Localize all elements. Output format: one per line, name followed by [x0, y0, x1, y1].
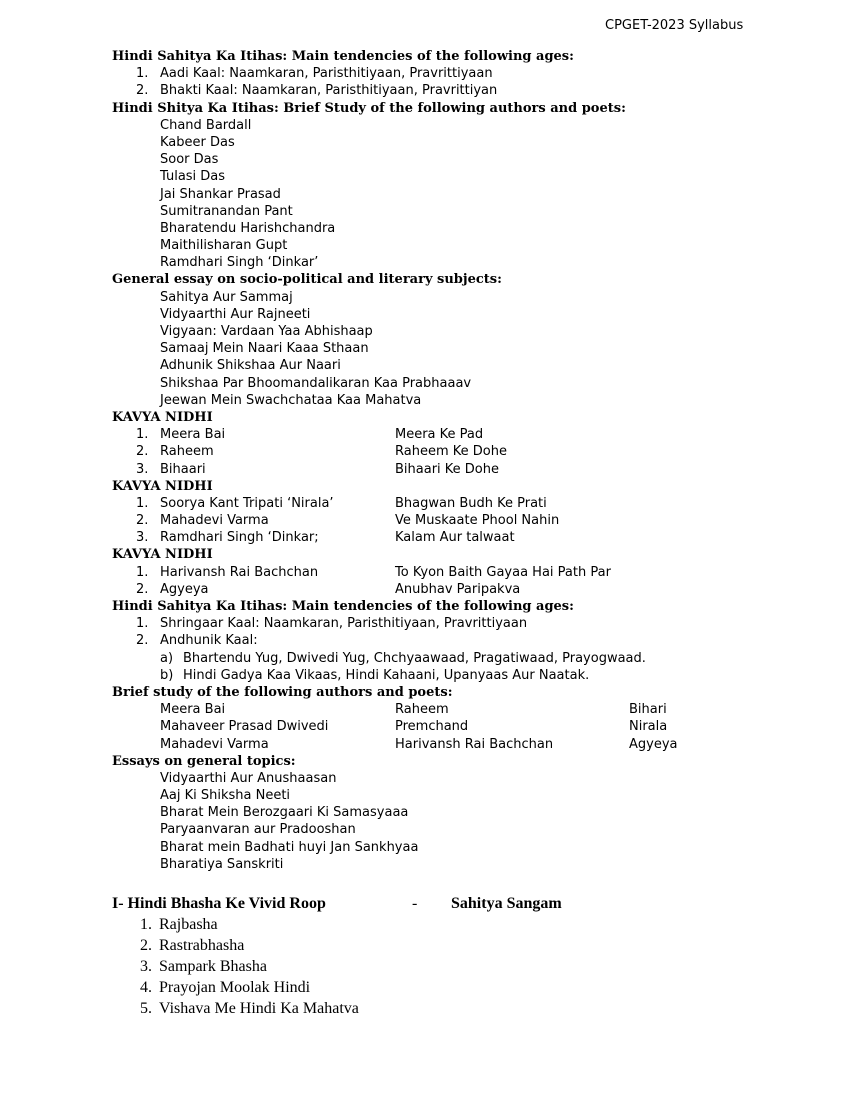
item-text: Jai Shankar Prasad — [160, 186, 281, 202]
item-number: 3. — [136, 461, 149, 477]
item-number: 3. — [136, 530, 149, 546]
item-text: Shringaar Kaal: Naamkaran, Paristhitiyaan, Pravrittiyaan — [160, 616, 528, 632]
item-number: 2. — [136, 83, 149, 99]
list-item — [112, 254, 832, 271]
item-text: Sumitranandan Pant — [160, 203, 293, 219]
final-section — [112, 893, 562, 1019]
item-number: 1. — [136, 564, 149, 580]
list-item — [112, 839, 832, 856]
list-item — [112, 203, 832, 220]
item-text: Soor Das — [160, 152, 219, 168]
list-item — [112, 357, 832, 374]
item-text: Bhakti Kaal: Naamkaran, Paristhitiyaan, Pravrittiyan — [160, 83, 498, 99]
list-item — [112, 117, 832, 134]
work-title: Bihaari Ke Dohe — [395, 461, 499, 477]
title-dash: - — [412, 895, 418, 912]
list-item — [112, 821, 832, 838]
item-number: 1. — [140, 916, 152, 933]
list-item — [112, 512, 832, 529]
table-cell: Raheem — [395, 702, 449, 718]
poet-name: Meera Bai — [160, 427, 226, 443]
item-text: Aaj Ki Shiksha Neeti — [160, 788, 291, 804]
section-heading: KAVYA NIDHI — [112, 547, 213, 563]
item-number: 5. — [140, 1000, 152, 1017]
table-cell: Bihari — [629, 702, 667, 718]
item-text: Rajbasha — [159, 916, 218, 933]
item-text: Vidyaarthi Aur Anushaasan — [160, 770, 337, 786]
item-text: Kabeer Das — [160, 134, 235, 150]
table-cell: Mahaveer Prasad Dwivedi — [160, 719, 329, 735]
item-text: Chand Bardall — [160, 117, 252, 133]
list-item — [112, 375, 832, 392]
table-row — [112, 701, 832, 718]
list-item — [112, 914, 326, 935]
list-item — [112, 65, 832, 82]
list-item — [112, 529, 832, 546]
list-item — [112, 340, 832, 357]
list-item — [112, 956, 326, 977]
list-item — [112, 168, 832, 185]
poet-name: Mahadevi Varma — [160, 513, 269, 529]
list-item — [112, 134, 832, 151]
list-item — [112, 770, 832, 787]
item-text: Samaaj Mein Naari Kaaa Sthaan — [160, 341, 369, 357]
title-right: Sahitya Sangam — [451, 895, 562, 912]
item-text: Andhunik Kaal: — [160, 633, 258, 649]
item-number: 4. — [140, 979, 152, 996]
table-row — [112, 736, 832, 753]
list-item — [112, 237, 832, 254]
table-cell: Nirala — [629, 719, 668, 735]
item-text: Tulasi Das — [160, 169, 226, 185]
item-number: 2. — [136, 513, 149, 529]
poet-name: Raheem — [160, 444, 214, 460]
item-text: Adhunik Shikshaa Aur Naari — [160, 358, 341, 374]
list-item — [112, 856, 832, 873]
table-cell: Harivansh Rai Bachchan — [395, 736, 554, 752]
list-item — [112, 998, 359, 1019]
table-cell: Agyeya — [629, 736, 678, 752]
item-text: Prayojan Moolak Hindi — [159, 979, 311, 996]
section-heading: Essays on general topics: — [112, 753, 296, 769]
sub-item-text: Hindi Gadya Kaa Vikaas, Hindi Kahaani, Upanyaas Aur Naatak. — [183, 667, 590, 683]
list-item — [112, 392, 832, 409]
item-text: Bharatendu Harishchandra — [160, 220, 336, 236]
sub-list-item — [112, 650, 832, 667]
list-item — [112, 289, 832, 306]
list-item — [112, 82, 832, 99]
list-item — [112, 977, 326, 998]
item-text: Aadi Kaal: Naamkaran, Paristhitiyaan, Pravrittiyaan — [160, 66, 493, 82]
item-text: Rastrabhasha — [159, 937, 245, 954]
item-number: 1. — [136, 495, 149, 511]
table-cell: Meera Bai — [160, 702, 226, 718]
item-number: 2. — [140, 937, 152, 954]
item-number: 2. — [136, 633, 149, 649]
section-heading: Hindi Shitya Ka Itihas: Brief Study of the following authors and poets: — [112, 100, 626, 116]
list-item — [112, 220, 832, 237]
item-number: 1. — [136, 427, 149, 443]
work-title: Ve Muskaate Phool Nahin — [395, 513, 560, 529]
work-title: Kalam Aur talwaat — [395, 530, 515, 546]
list-item — [112, 787, 832, 804]
item-number: 2. — [136, 444, 149, 460]
poet-name: Harivansh Rai Bachchan — [160, 564, 319, 580]
sub-item-text: Bhartendu Yug, Dwivedi Yug, Chchyaawaad, Pragatiwaad, Prayogwaad. — [183, 650, 646, 666]
poet-name: Agyeya — [160, 581, 209, 597]
poet-name: Bihaari — [160, 461, 206, 477]
list-item — [112, 804, 832, 821]
list-item — [112, 306, 832, 323]
table-row — [112, 718, 832, 735]
work-title: Bhagwan Budh Ke Prati — [395, 495, 547, 511]
list-item — [112, 443, 832, 460]
section-heading: Hindi Sahitya Ka Itihas: Main tendencies of the following ages: — [112, 49, 574, 64]
sub-list-item — [112, 667, 832, 684]
item-text: Ramdhari Singh ‘Dinkar’ — [160, 255, 319, 271]
item-text: Shikshaa Par Bhoomandalikaran Kaa Prabhaaav — [160, 375, 472, 391]
item-text: Sampark Bhasha — [159, 958, 267, 975]
section-heading: KAVYA NIDHI — [112, 478, 213, 494]
list-item — [112, 426, 832, 443]
list-item — [112, 615, 832, 632]
syllabus-content — [112, 48, 832, 873]
list-item — [112, 151, 832, 168]
table-cell: Mahadevi Varma — [160, 736, 269, 752]
item-number: 3. — [140, 958, 152, 975]
list-item — [112, 632, 832, 649]
section-heading: KAVYA NIDHI — [112, 409, 213, 425]
list-item — [112, 564, 832, 581]
item-number: 2. — [136, 581, 149, 597]
list-item — [112, 935, 326, 956]
sub-item-label: b) — [160, 667, 174, 683]
work-title: To Kyon Baith Gayaa Hai Path Par — [395, 564, 611, 580]
table-cell: Premchand — [395, 719, 469, 735]
poet-name: Soorya Kant Tripati ‘Nirala’ — [160, 495, 334, 511]
sub-item-label: a) — [160, 650, 174, 666]
section-heading: Brief study of the following authors and poets: — [112, 684, 453, 700]
section-heading: Hindi Sahitya Ka Itihas: Main tendencies of the following ages: — [112, 599, 574, 614]
work-title: Meera Ke Pad — [395, 427, 484, 443]
item-text: Bharatiya Sanskriti — [160, 856, 284, 872]
item-text: Bharat Mein Berozgaari Ki Samasyaaa — [160, 805, 409, 821]
item-text: Paryaanvaran aur Pradooshan — [160, 822, 356, 838]
poet-name: Ramdhari Singh ‘Dinkar; — [160, 530, 319, 546]
section-heading: General essay on socio-political and literary subjects: — [112, 272, 502, 288]
item-text: Jeewan Mein Swachchataa Kaa Mahatva — [160, 392, 422, 408]
item-number: 1. — [136, 66, 149, 82]
item-text: Maithilisharan Gupt — [160, 238, 288, 254]
list-item — [112, 581, 832, 598]
title-left: I- Hindi Bhasha Ke Vivid Roop — [112, 895, 326, 912]
work-title: Raheem Ke Dohe — [395, 444, 507, 460]
item-number: 1. — [136, 616, 149, 632]
page-header: CPGET-2023 Syllabus — [605, 18, 744, 33]
item-text: Vishava Me Hindi Ka Mahatva — [159, 1000, 359, 1017]
item-text: Vigyaan: Vardaan Yaa Abhishaap — [160, 324, 373, 339]
item-text: Bharat mein Badhati huyi Jan Sankhyaa — [160, 839, 419, 855]
final-section-title — [112, 893, 562, 914]
list-item — [112, 495, 832, 512]
item-text: Sahitya Aur Sammaj — [160, 289, 293, 305]
list-item — [112, 461, 832, 478]
work-title: Anubhav Paripakva — [395, 581, 521, 597]
item-text: Vidyaarthi Aur Rajneeti — [160, 306, 311, 322]
list-item — [112, 186, 832, 203]
list-item — [112, 323, 832, 340]
